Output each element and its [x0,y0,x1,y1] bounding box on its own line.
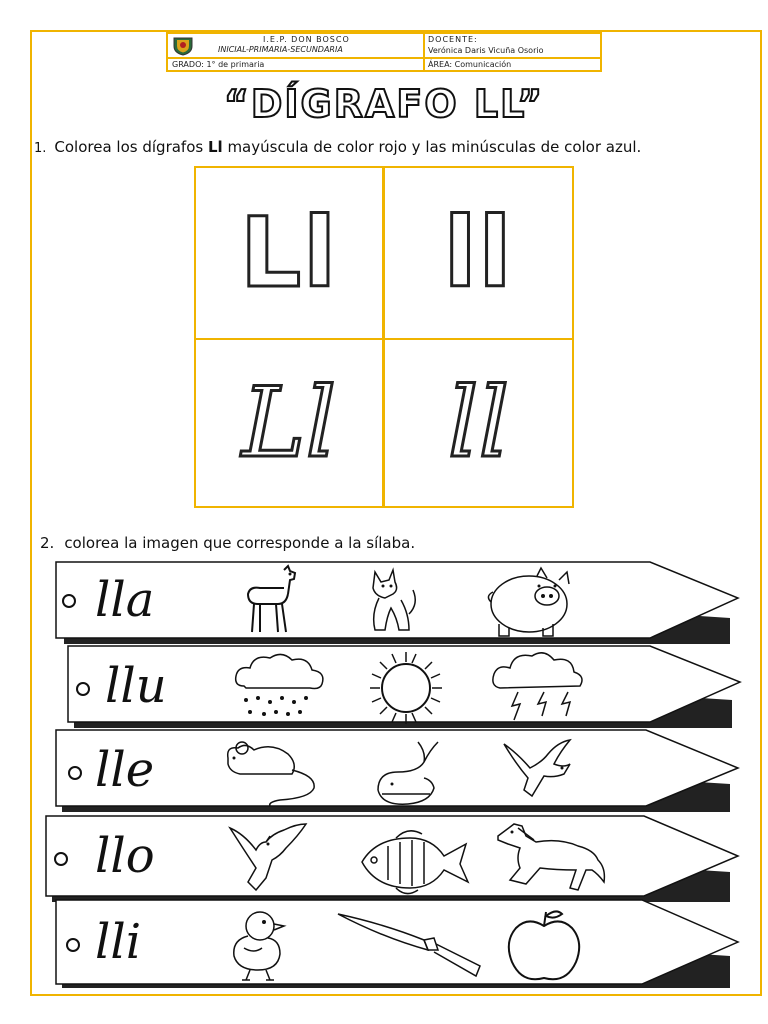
digraph-cursive-lower: ll [447,367,510,479]
instruction-1-bold: Ll [207,138,223,156]
cell-print-lower[interactable] [385,168,572,338]
fish-icon[interactable] [356,822,472,898]
teacher-label: DOCENTE: [428,35,478,44]
instruction-1 [34,138,641,156]
syllable-row-lla [50,560,750,650]
instruction-1-number: 1. [34,141,47,156]
bird-icon[interactable] [226,820,310,900]
horse-icon[interactable] [490,818,612,898]
syllable-label: llo [95,828,155,884]
punch-hole [68,766,82,780]
syllable-label: lle [95,742,155,798]
syllable-row-lli [50,896,750,992]
cell-print-upper[interactable] [196,168,382,338]
digraph-print-upper: Ll [239,197,339,309]
punch-hole [54,852,68,866]
instruction-1-text-a: Colorea los dígrafos [54,138,208,156]
school-name: I.E.P. DON BOSCO [263,35,350,44]
knife-icon[interactable] [334,910,484,980]
school-levels: INICIAL-PRIMARIA-SECUNDARIA [218,45,343,54]
punch-hole [76,682,90,696]
school-logo-icon [172,36,194,56]
mouse-icon[interactable] [220,736,330,806]
whale-icon[interactable] [368,732,444,812]
storm-cloud-icon[interactable] [488,648,588,728]
teacher-name: Verónica Daris Vicuña Osorio [428,46,544,55]
pig-icon[interactable] [485,562,581,642]
punch-hole [62,594,76,608]
wolf-icon[interactable] [355,564,421,638]
digraph-cursive-upper: Ll [241,367,337,479]
syllable-label: lli [95,914,142,970]
header-table [166,32,602,72]
syllable-row-llu [60,644,750,734]
instruction-2 [40,534,415,552]
syllable-label: lla [95,572,155,628]
instruction-1-text-b: mayúscula de color rojo y las minúsculas de color azul. [222,138,642,156]
digraph-print-lower: ll [443,197,514,309]
llama-icon[interactable] [240,564,304,638]
cell-cursive-upper[interactable] [196,340,382,506]
instruction-2-text: colorea la imagen que corresponde a la sílaba. [64,534,416,552]
dove-icon[interactable] [498,734,578,808]
apple-icon[interactable] [502,906,586,986]
cell-cursive-lower[interactable] [385,340,572,506]
syllable-row-lle [50,728,750,818]
punch-hole [66,938,80,952]
sun-icon[interactable] [366,648,446,728]
digraph-grid [194,166,574,508]
chick-icon[interactable] [220,904,296,984]
grade-label: GRADO: 1° de primaria [172,60,265,69]
page-title: “DÍGRAFO LL” [223,82,545,126]
syllable-label: llu [105,658,167,714]
area-label: ÁREA: Comunicación [428,60,512,69]
syllable-row-llo [40,812,750,908]
instruction-2-number: 2. [40,534,55,552]
rain-cloud-icon[interactable] [230,650,330,724]
